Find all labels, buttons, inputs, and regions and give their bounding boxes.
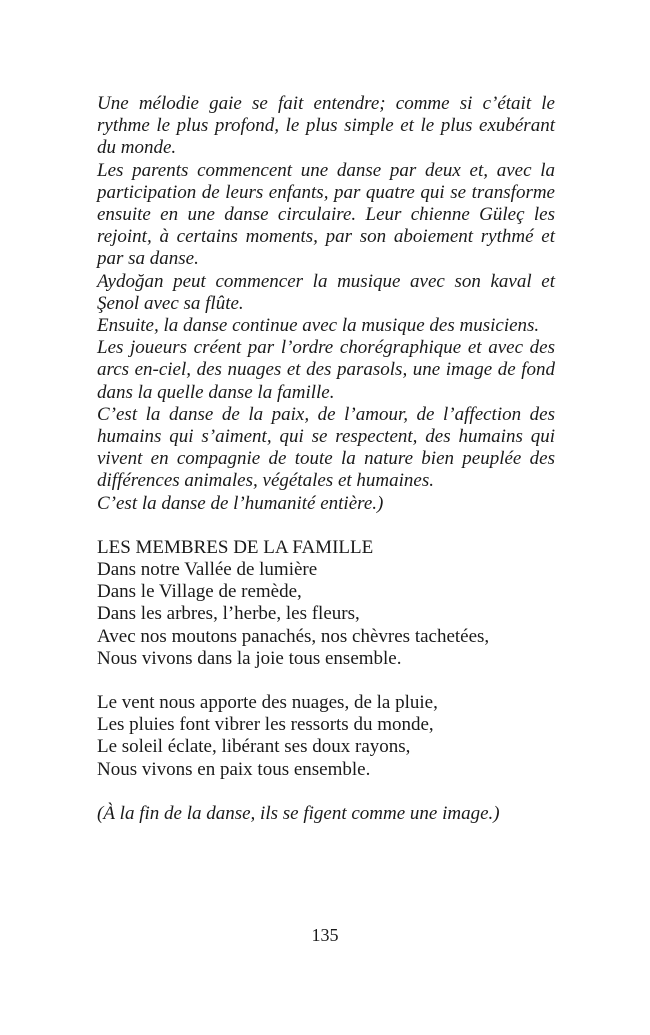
direction-line: Les parents commencent une danse par deux et, avec la [97, 159, 555, 181]
direction-line: différences animales, végétales et humaines. [97, 470, 434, 492]
verse-line: Nous vivons en paix tous ensemble. [97, 758, 371, 780]
closing-stage-direction: (À la fin de la danse, ils se figent comme une image.) [97, 802, 500, 824]
direction-line: Les joueurs créent par l’ordre chorégraphique et avec des [97, 337, 555, 359]
verse-stanza-2 [97, 692, 555, 781]
direction-line: C’est la danse de l’humanité entière.) [97, 492, 384, 514]
verse-line: Le soleil éclate, libérant ses doux rayons, [97, 736, 411, 758]
page-body [97, 93, 555, 825]
direction-line: participation de leurs enfants, par quatre qui se transforme [97, 181, 555, 203]
spacer [97, 515, 555, 537]
direction-line: C’est la danse de la paix, de l’amour, de l’affection des [97, 403, 555, 425]
direction-line: Aydoğan peut commencer la musique avec son kaval et [97, 270, 555, 292]
direction-line: rejoint, à certains moments, par son aboiement rythmé et [97, 226, 555, 248]
direction-line: Şenol avec sa flûte. [97, 292, 244, 314]
direction-line: arcs en-ciel, des nuages et des parasols, une image de fond [97, 359, 555, 381]
verse-line: Les pluies font vibrer les ressorts du monde, [97, 714, 434, 736]
direction-line: ensuite en une danse circulaire. Leur chienne Güleç les [97, 204, 555, 226]
stage-direction [97, 93, 555, 515]
direction-line: par sa danse. [97, 248, 199, 270]
direction-line: dans la quelle danse la famille. [97, 381, 335, 403]
page-number: 135 [311, 925, 339, 945]
direction-line: Une mélodie gaie se fait entendre; comme si c’était le [97, 93, 555, 114]
verse-line: Le vent nous apporte des nuages, de la pluie, [97, 692, 438, 714]
verse-line: Dans le Village de remède, [97, 581, 302, 603]
direction-line: Ensuite, la danse continue avec la musique des musiciens. [97, 315, 540, 337]
verse-line: Nous vivons dans la joie tous ensemble. [97, 647, 402, 669]
spacer [97, 781, 555, 803]
verse-line: Dans notre Vallée de lumière [97, 559, 318, 581]
direction-line: vivent en compagnie de toute la nature bien peuplée des [97, 448, 555, 470]
speaker-name: LES MEMBRES DE LA FAMILLE [97, 536, 374, 558]
direction-line: du monde. [97, 137, 177, 159]
direction-line: rythme le plus profond, le plus simple et le plus exubérant [97, 115, 555, 137]
verse-line: Dans les arbres, l’herbe, les fleurs, [97, 603, 360, 625]
verse-line: Avec nos moutons panachés, nos chèvres tachetées, [97, 625, 490, 647]
verse-stanza-1 [97, 559, 555, 670]
direction-line: humains qui s’aiment, qui se respectent, des humains qui [97, 426, 555, 448]
spacer [97, 670, 555, 692]
